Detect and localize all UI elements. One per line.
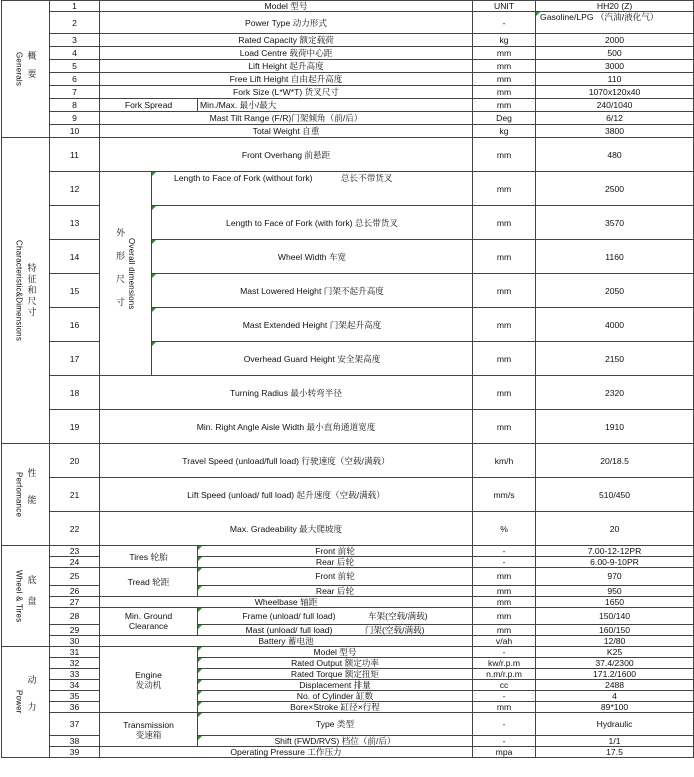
unit-value: mm (473, 60, 536, 73)
subgroup-transmission-line2: 变速箱 (135, 729, 162, 740)
spec-value: 6/12 (536, 112, 694, 125)
table-row (2, 713, 694, 736)
section-generals-cn: 概要 (26, 51, 37, 87)
spec-value: 4000 (536, 308, 694, 342)
item-label: Type 类型 (198, 713, 473, 736)
row-number: 7 (50, 86, 100, 99)
spec-value: 160/150 (536, 625, 694, 636)
item-label: Lift Height 起升高度 (100, 60, 473, 73)
item-label: Free Lift Height 自由起升高度 (100, 73, 473, 86)
unit-value: mm (473, 568, 536, 586)
unit-value: mm (473, 240, 536, 274)
section-performance-cn: 性能 (26, 467, 37, 522)
row-number: 25 (50, 568, 100, 586)
table-row (2, 444, 694, 478)
table-row (2, 376, 694, 410)
item-label-en: Mast (unload/ full load) (245, 625, 333, 635)
table-row (2, 112, 694, 125)
subgroup-overall-dimensions-label: Overall dimensions (127, 237, 136, 310)
table-row (2, 410, 694, 444)
item-label: Model 型号 (100, 1, 473, 12)
unit-value: km/h (473, 444, 536, 478)
item-label: No. of Cylinder 缸数 (198, 691, 473, 702)
unit-value: - (473, 736, 536, 747)
subgroup-overall-dimensions-cn: 外形尺寸 (115, 227, 125, 320)
subgroup-ground-clearance (100, 607, 198, 636)
row-number: 11 (50, 138, 100, 172)
row-number: 37 (50, 713, 100, 736)
subgroup-engine-line1: Engine (135, 669, 162, 680)
spec-value: 2150 (536, 342, 694, 376)
item-label: Fork Size (L*W*T) 货叉尺寸 (100, 86, 473, 99)
row-number: 18 (50, 376, 100, 410)
spec-value: 2320 (536, 376, 694, 410)
table-row (2, 34, 694, 47)
spec-value: 171.2/1600 (536, 669, 694, 680)
section-power-label: Power (14, 690, 24, 714)
spec-value: 1160 (536, 240, 694, 274)
row-number: 27 (50, 596, 100, 607)
spec-value: 37.4/2300 (536, 658, 694, 669)
spec-value: Gasoline/LPG （汽油/液化气） (536, 12, 694, 34)
item-label: Rated Torque 额定扭矩 (198, 669, 473, 680)
table-row (2, 86, 694, 99)
unit-value: mm (473, 86, 536, 99)
row-number: 13 (50, 206, 100, 240)
spec-value: 20 (536, 512, 694, 546)
unit-value: mm (473, 410, 536, 444)
item-label: Front Overhang 前悬距 (100, 138, 473, 172)
table-row (2, 607, 694, 625)
item-label: Front 前轮 (198, 568, 473, 586)
row-number: 20 (50, 444, 100, 478)
section-wheel-tires-cn: 底盘 (26, 575, 37, 617)
spec-value: 3570 (536, 206, 694, 240)
row-number: 3 (50, 34, 100, 47)
row-number: 5 (50, 60, 100, 73)
subgroup-transmission-line1: Transmission (123, 719, 174, 730)
item-label: Rated Capacity 额定载荷 (100, 34, 473, 47)
item-label: Length to Face of Fork (with fork) 总长带货叉 (152, 206, 473, 240)
subgroup-engine (100, 647, 198, 713)
row-number: 31 (50, 647, 100, 658)
item-label: Shift (FWD/RVS) 档位（前/后） (198, 736, 473, 747)
spec-value: 2500 (536, 172, 694, 206)
item-label (198, 607, 473, 625)
spec-value: 1070x120x40 (536, 86, 694, 99)
item-label-en: Length to Face of Fork (without fork) (174, 173, 313, 183)
item-label: Min./Max. 最小/最大 (198, 99, 473, 112)
unit-value: - (473, 713, 536, 736)
table-row (2, 47, 694, 60)
row-number: 29 (50, 625, 100, 636)
unit-value: mm (473, 274, 536, 308)
item-label: Bore×Stroke 缸径×行程 (198, 702, 473, 713)
item-label: Travel Speed (unload/full load) 行驶速度（空载/满载） (100, 444, 473, 478)
row-number: 16 (50, 308, 100, 342)
item-label: Power Type 动力形式 (100, 12, 473, 34)
unit-value: kg (473, 125, 536, 138)
row-number: 1 (50, 1, 100, 12)
table-row (2, 747, 694, 758)
unit-value: mm (473, 607, 536, 625)
section-characteristic (2, 138, 50, 444)
table-row (2, 596, 694, 607)
table-row (2, 125, 694, 138)
table-row (2, 12, 694, 34)
section-performance (2, 444, 50, 546)
spec-value: 3800 (536, 125, 694, 138)
unit-value: mm (473, 99, 536, 112)
row-number: 9 (50, 112, 100, 125)
row-number: 36 (50, 702, 100, 713)
item-label-cn: 总长不带货叉 (340, 173, 393, 183)
unit-value: kw/r.p.m (473, 658, 536, 669)
model-header: HH20 (Z) (536, 1, 694, 12)
item-label: Load Centre 载荷中心距 (100, 47, 473, 60)
unit-value: - (473, 647, 536, 658)
subgroup-overall-dimensions (100, 172, 152, 376)
table-row (2, 60, 694, 73)
subgroup-tread: Tread 轮距 (100, 568, 198, 597)
unit-value: mm (473, 138, 536, 172)
item-label-cn: 车架(空载/满载) (367, 610, 428, 621)
row-number: 23 (50, 546, 100, 557)
spec-value: 1/1 (536, 736, 694, 747)
row-number: 2 (50, 12, 100, 34)
unit-value: mm (473, 625, 536, 636)
unit-value: mm/s (473, 478, 536, 512)
unit-value: mm (473, 206, 536, 240)
item-label: Model 型号 (198, 647, 473, 658)
item-label: Turning Radius 最小转弯半径 (100, 376, 473, 410)
unit-value: - (473, 557, 536, 568)
subgroup-fork-spread: Fork Spread (100, 99, 198, 112)
table-row (2, 636, 694, 647)
unit-header: UNIT (473, 1, 536, 12)
subgroup-ground-clearance-line1: Min. Ground (124, 611, 173, 622)
unit-value: Deg (473, 112, 536, 125)
row-number: 34 (50, 680, 100, 691)
row-number: 8 (50, 99, 100, 112)
row-number: 17 (50, 342, 100, 376)
row-number: 33 (50, 669, 100, 680)
table-row (2, 172, 694, 206)
row-number: 12 (50, 172, 100, 206)
table-row (2, 546, 694, 557)
item-label: Min. Right Angle Aisle Width 最小直角通道宽度 (100, 410, 473, 444)
spec-value: 950 (536, 585, 694, 596)
table-row (2, 73, 694, 86)
item-label: Overhead Guard Height 安全架高度 (152, 342, 473, 376)
unit-value: mm (473, 73, 536, 86)
spec-value: 2050 (536, 274, 694, 308)
unit-value: cc (473, 680, 536, 691)
row-number: 38 (50, 736, 100, 747)
row-number: 30 (50, 636, 100, 647)
unit-value: mm (473, 342, 536, 376)
item-label: Wheelbase 轴距 (100, 596, 473, 607)
spec-value: 12/80 (536, 636, 694, 647)
spec-value: 20/18.5 (536, 444, 694, 478)
table-row (2, 1, 694, 12)
row-number: 24 (50, 557, 100, 568)
item-label: Mast Lowered Height 门架不起升高度 (152, 274, 473, 308)
item-label (198, 625, 473, 636)
item-label: Rated Output 额定功率 (198, 658, 473, 669)
unit-value: mm (473, 308, 536, 342)
item-label-en: Frame (unload/ full load) (242, 610, 336, 621)
spec-value: 3000 (536, 60, 694, 73)
section-power (2, 647, 50, 758)
spec-value: 970 (536, 568, 694, 586)
row-number: 15 (50, 274, 100, 308)
item-label: Total Weight 自重 (100, 125, 473, 138)
unit-value: - (473, 12, 536, 34)
subgroup-engine-line2: 发动机 (135, 679, 162, 690)
unit-value: mm (473, 172, 536, 206)
spec-value: 150/140 (536, 607, 694, 625)
spec-value: 7.00-12-12PR (536, 546, 694, 557)
section-wheel-tires (2, 546, 50, 647)
item-label: Battery 蓄电池 (100, 636, 473, 647)
spec-value: 480 (536, 138, 694, 172)
unit-value: mm (473, 585, 536, 596)
unit-value: mm (473, 376, 536, 410)
spec-value: 89*100 (536, 702, 694, 713)
table-row (2, 647, 694, 658)
spec-value: 2488 (536, 680, 694, 691)
section-performance-label: Perfomance (14, 471, 24, 518)
row-number: 35 (50, 691, 100, 702)
unit-value: - (473, 691, 536, 702)
section-generals (2, 1, 50, 138)
row-number: 4 (50, 47, 100, 60)
item-label: Rear 后轮 (198, 557, 473, 568)
section-generals-label: Generals (14, 51, 24, 87)
spec-value: 510/450 (536, 478, 694, 512)
section-characteristic-cn: 特征和尺寸 (26, 263, 37, 318)
item-label-cn: 门架(空载/满载) (364, 625, 425, 635)
row-number: 10 (50, 125, 100, 138)
row-number: 14 (50, 240, 100, 274)
row-number: 32 (50, 658, 100, 669)
subgroup-transmission (100, 713, 198, 747)
section-characteristic-label: Characteristic&Dimensions (14, 239, 24, 342)
spec-value: 1910 (536, 410, 694, 444)
spec-value: 500 (536, 47, 694, 60)
row-number: 6 (50, 73, 100, 86)
spec-value: 2000 (536, 34, 694, 47)
unit-value: mpa (473, 747, 536, 758)
unit-value: mm (473, 702, 536, 713)
unit-value: % (473, 512, 536, 546)
spec-value: 6.00-9-10PR (536, 557, 694, 568)
spec-value: 240/1040 (536, 99, 694, 112)
spec-value: Hydraulic (536, 713, 694, 736)
table-row (2, 478, 694, 512)
table-row (2, 138, 694, 172)
unit-value: mm (473, 47, 536, 60)
item-label: Lift Speed (unload/ full load) 起升速度（空载/满载） (100, 478, 473, 512)
row-number: 28 (50, 607, 100, 625)
section-power-cn: 动力 (26, 675, 37, 729)
unit-value: mm (473, 596, 536, 607)
subgroup-tires: Tires 轮胎 (100, 546, 198, 568)
row-number: 26 (50, 585, 100, 596)
table-row (2, 568, 694, 586)
table-row (2, 512, 694, 546)
spec-table (1, 0, 694, 758)
item-label (152, 172, 473, 206)
spec-value: 4 (536, 691, 694, 702)
item-label: Operating Pressure 工作压力 (100, 747, 473, 758)
subgroup-ground-clearance-line2: Clearance (128, 621, 169, 632)
row-number: 39 (50, 747, 100, 758)
item-label: Rear 后轮 (198, 585, 473, 596)
item-label: Mast Tilt Range (F/R)门架倾角（前/后） (100, 112, 473, 125)
row-number: 19 (50, 410, 100, 444)
row-number: 21 (50, 478, 100, 512)
spec-value: K25 (536, 647, 694, 658)
spec-value: 110 (536, 73, 694, 86)
table-row (2, 99, 694, 112)
unit-value: kg (473, 34, 536, 47)
spec-value: 1650 (536, 596, 694, 607)
item-label: Mast Extended Height 门架起升高度 (152, 308, 473, 342)
item-label: Wheel Width 车宽 (152, 240, 473, 274)
item-label: Front 前轮 (198, 546, 473, 557)
item-label: Max. Gradeability 最大爬坡度 (100, 512, 473, 546)
unit-value: v/ah (473, 636, 536, 647)
unit-value: n.m/r.p.m (473, 669, 536, 680)
item-label: Displacement 排量 (198, 680, 473, 691)
spec-value: 17.5 (536, 747, 694, 758)
unit-value: - (473, 546, 536, 557)
row-number: 22 (50, 512, 100, 546)
section-wheel-tires-label: Wheel & Tires (14, 569, 24, 623)
